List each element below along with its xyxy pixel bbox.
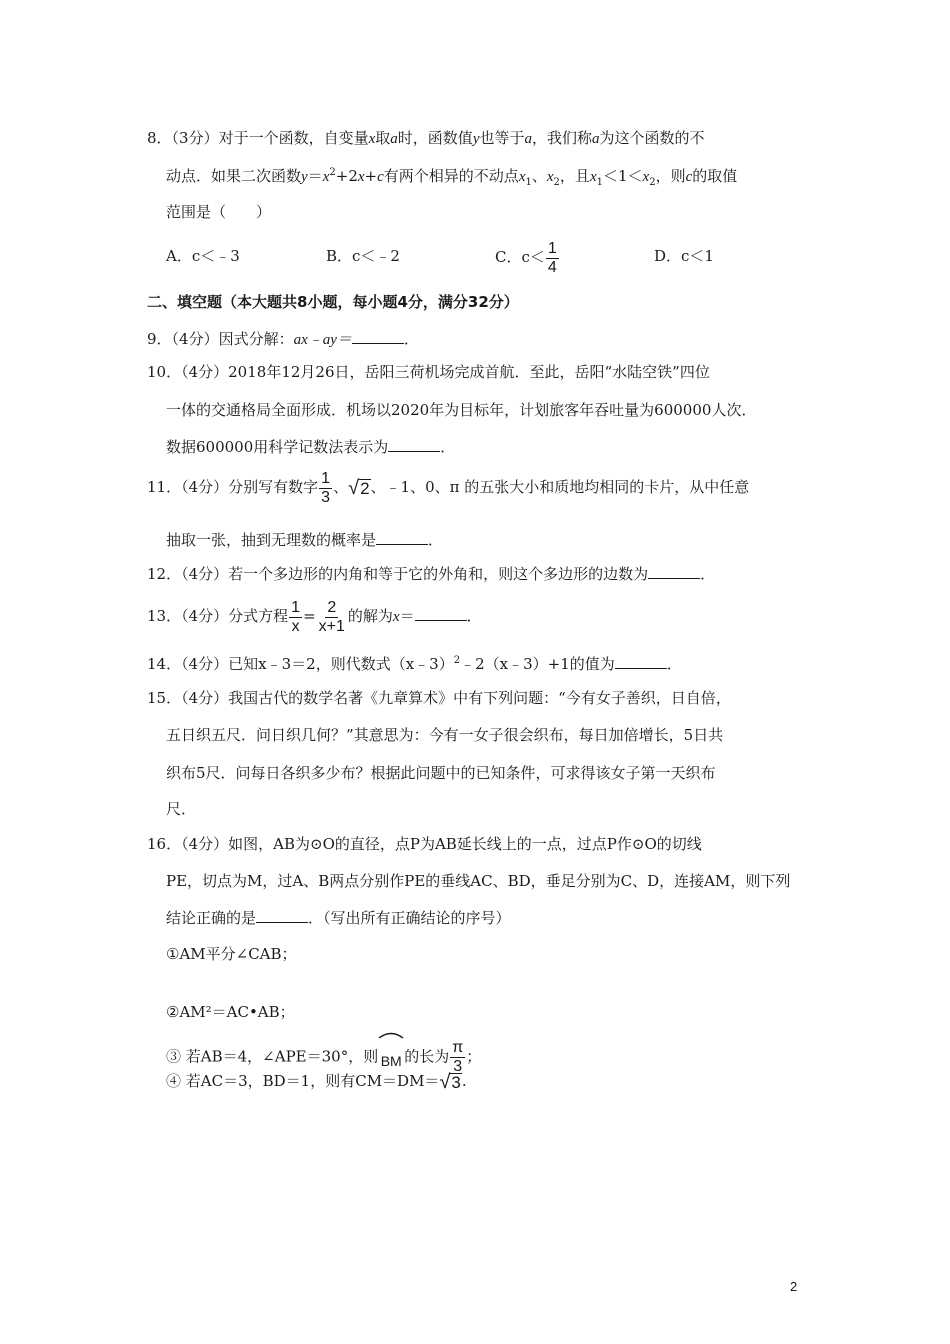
- fraction: $\frac{\pi}{3}$: [452, 1039, 464, 1075]
- question-number: 13．: [147, 607, 182, 625]
- q8-option-b: B．c＜﹣2: [326, 247, 400, 265]
- question-number: 15．: [147, 689, 182, 707]
- q10-line1: 10．（4分）2018年12月26日，岳阳三荷机场完成首航．至此，岳阳“水陆空铁”四位: [147, 363, 710, 381]
- q10-line2: 一体的交通格局全面形成．机场以2020年为目标年，计划旅客年吞吐量为600000人次．: [166, 401, 757, 419]
- fraction: $\frac{1}{x}$: [291, 598, 301, 635]
- q8-line1: 8．（3分）对于一个函数，自变量x取a时，函数值y也等于a，我们称a为这个函数的不: [147, 129, 705, 147]
- q16-conclusion-2: ②AM²＝AC•AB；: [166, 1003, 295, 1021]
- q8-option-a: A．c＜﹣3: [166, 247, 240, 265]
- q16-conclusion-1: ①AM平分∠CAB；: [166, 945, 297, 963]
- q15-line3: 织布5尺．问每日各织多少布？根据此问题中的已知条件，可求得该女子第一天织布: [166, 764, 716, 782]
- question-number: 16．: [147, 835, 182, 853]
- fraction: $\frac{1}{4}$: [547, 239, 557, 276]
- q8-line3: 范围是（ ）: [166, 203, 272, 221]
- question-number: 12．: [147, 565, 182, 583]
- square-root: √ 3: [439, 1071, 461, 1093]
- answer-blank: [415, 606, 467, 621]
- q9: 9．（4分）因式分解：ax﹣ay＝ ．: [147, 330, 419, 348]
- q12: 12．（4分）若一个多边形的内角和等于它的外角和，则这个多边形的边数为 ．: [147, 565, 716, 583]
- question-number: 8．: [147, 129, 172, 147]
- fraction: $\frac{1}{3}$: [321, 469, 331, 506]
- q16-line3: 结论正确的是 ．（写出所有正确结论的序号）: [166, 909, 511, 927]
- answer-blank: [376, 530, 428, 545]
- q10-line3: 数据600000用科学记数法表示为 ．: [166, 438, 456, 456]
- q13: 13．（4分）分式方程 $\frac{1}{x}$ = $\frac{2}{x+1}$ 的解为x＝ ．: [147, 598, 482, 635]
- q16-line1: 16．（4分）如图，AB为⊙O的直径，点P为AB延长线上的一点，过点P作⊙O的切线: [147, 835, 702, 853]
- q11-line2: 抽取一张，抽到无理数的概率是 ．: [166, 531, 444, 549]
- q8-option-c: C．c＜ $\frac{1}{4}$: [495, 239, 557, 276]
- q15-line4: 尺．: [166, 800, 197, 818]
- arc-notation: BM: [378, 1032, 404, 1083]
- answer-blank: [388, 437, 440, 452]
- q14: 14．（4分）已知x﹣3＝2，则代数式（x﹣3）$^2$﹣2（x﹣3）+1的值为 ．: [147, 655, 682, 673]
- answer-blank: [648, 564, 700, 579]
- question-number: 11．: [147, 478, 182, 496]
- q16-line2: PE，切点为M，过A、B两点分别作PE的垂线AC、BD，垂足分别为C、D，连接AM，则下列: [166, 872, 791, 890]
- q16-conclusion-3: ③ 若AB＝4，∠APE＝30°，则 BM 的长为 $\frac{\pi}{3}$ ；: [166, 1032, 481, 1083]
- q11-line1: 11．（4分）分别写有数字 $\frac{1}{3}$ 、 √ 2 、﹣1、0、π 的五张大小和质地均相同的卡片，从中任意: [147, 469, 750, 506]
- square-root: √ 2: [348, 477, 370, 499]
- fraction: $\frac{2}{x+1}$: [318, 598, 345, 635]
- q16-conclusion-4: ④ 若AC＝3，BD＝1，则有CM＝DM＝ √ 3 .: [166, 1071, 467, 1093]
- section-heading: 二、填空题（本大题共8小题，每小题4分，满分32分）: [147, 293, 519, 311]
- answer-blank: [352, 329, 404, 344]
- question-number: 14．: [147, 655, 182, 673]
- q8-option-d: D．c＜1: [654, 247, 714, 265]
- question-number: 10．: [147, 363, 182, 381]
- q15-line2: 五日织五尺．问日织几何？”其意思为：今有一女子很会织布，每日加倍增长，5日共: [166, 726, 724, 744]
- q15-line1: 15．（4分）我国古代的数学名著《九章算术》中有下列问题：“今有女子善织，日自倍，: [147, 689, 731, 707]
- page-number: 2: [790, 1279, 798, 1294]
- answer-blank: [256, 908, 308, 923]
- question-number: 9．: [147, 330, 172, 348]
- q8-line2: 动点．如果二次函数$y=x^2+2x+c$有两个相异的不动点$x_1$、$x_2$，且$x_1<1<x_2$，则c的取值: [166, 167, 738, 188]
- answer-blank: [615, 654, 667, 669]
- question-score: （3分）: [171, 129, 219, 147]
